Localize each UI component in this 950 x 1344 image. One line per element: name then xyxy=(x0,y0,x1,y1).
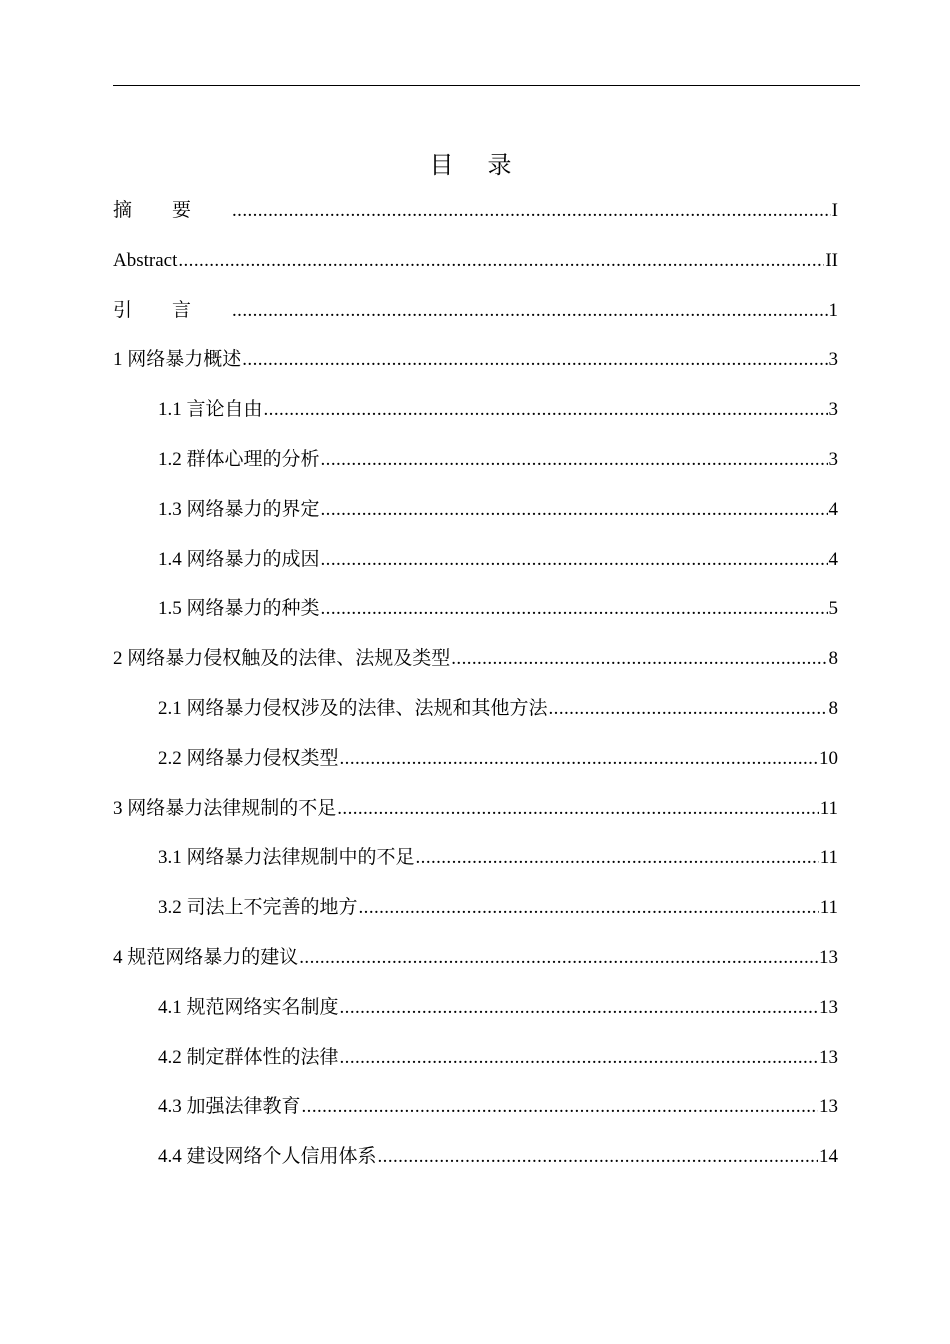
toc-entry-page: 11 xyxy=(819,797,838,819)
toc-leader-dots xyxy=(242,346,827,374)
toc-entry-text: 4 规范网络暴力的建议 xyxy=(113,946,299,968)
toc-list xyxy=(113,197,838,1193)
toc-leader-dots xyxy=(340,1044,818,1072)
toc-leader-dots xyxy=(340,994,818,1022)
toc-entry-text: 2.1 网络暴力侵权涉及的法律、法规和其他方法 xyxy=(158,697,548,719)
toc-leader-dots xyxy=(359,894,819,922)
toc-leader-dots xyxy=(378,1143,818,1171)
toc-entry-page: 10 xyxy=(819,747,838,769)
toc-entry-text: 3.2 司法上不完善的地方 xyxy=(158,897,358,919)
toc-entry-text: 4.3 加强法律教育 xyxy=(158,1096,301,1118)
toc-entry[interactable] xyxy=(113,595,838,645)
toc-entry[interactable] xyxy=(113,795,838,845)
header-rule xyxy=(113,85,860,86)
toc-entry[interactable] xyxy=(113,1044,838,1094)
toc-entry-text: 1.1 言论自由 xyxy=(158,399,263,421)
toc-entry[interactable] xyxy=(113,695,838,745)
toc-leader-dots xyxy=(549,695,828,723)
toc-entry-page: 14 xyxy=(819,1146,838,1168)
toc-entry-page: 3 xyxy=(828,399,838,421)
toc-leader-dots xyxy=(337,795,818,823)
toc-leader-dots xyxy=(416,844,819,872)
toc-entry[interactable] xyxy=(113,844,838,894)
toc-entry-page: 1 xyxy=(828,299,838,321)
toc-leader-dots xyxy=(232,197,831,225)
toc-entry[interactable] xyxy=(113,894,838,944)
toc-entry-text: 1.3 网络暴力的界定 xyxy=(158,498,320,520)
toc-entry-page: I xyxy=(831,200,838,221)
toc-entry-text: 1 网络暴力概述 xyxy=(113,349,242,371)
toc-entry[interactable] xyxy=(113,546,838,596)
toc-entry[interactable] xyxy=(113,994,838,1044)
toc-leader-dots xyxy=(321,446,828,474)
toc-entry-page: 4 xyxy=(828,498,838,520)
toc-entry-page: 13 xyxy=(819,946,838,968)
toc-entry-page: 13 xyxy=(819,996,838,1018)
toc-entry-text: 引言 xyxy=(113,299,232,321)
toc-leader-dots xyxy=(178,247,824,275)
toc-entry-text: 3.1 网络暴力法律规制中的不足 xyxy=(158,847,415,869)
toc-entry-text: 1.5 网络暴力的种类 xyxy=(158,598,320,620)
toc-entry-text: 1.2 群体心理的分析 xyxy=(158,448,320,470)
toc-entry-text: 4.2 制定群体性的法律 xyxy=(158,1046,339,1068)
toc-entry[interactable] xyxy=(113,496,838,546)
toc-title: 目录 xyxy=(429,151,546,179)
toc-leader-dots xyxy=(299,944,818,972)
toc-entry-text: Abstract xyxy=(113,249,178,271)
toc-entry-page: 3 xyxy=(828,349,838,371)
toc-entry-text: 3 网络暴力法律规制的不足 xyxy=(113,797,337,819)
toc-entry[interactable] xyxy=(113,645,838,695)
toc-entry-page: 5 xyxy=(828,598,838,620)
toc-leader-dots xyxy=(264,396,828,424)
toc-entry-text: 2 网络暴力侵权触及的法律、法规及类型 xyxy=(113,648,451,670)
toc-entry-page: 11 xyxy=(819,847,838,869)
toc-leader-dots xyxy=(340,745,818,773)
toc-leader-dots xyxy=(232,297,827,325)
toc-entry-text: 摘要 xyxy=(113,200,232,221)
toc-leader-dots xyxy=(321,546,828,574)
toc-entry-page: 8 xyxy=(828,648,838,670)
toc-entry-page: 4 xyxy=(828,548,838,570)
toc-entry[interactable] xyxy=(113,297,838,347)
toc-leader-dots xyxy=(321,496,828,524)
toc-entry[interactable] xyxy=(113,247,838,297)
toc-entry-page: 3 xyxy=(828,448,838,470)
toc-entry[interactable] xyxy=(113,1143,838,1193)
toc-entry-page: 8 xyxy=(828,697,838,719)
toc-entry-page: 13 xyxy=(819,1096,838,1118)
toc-leader-dots xyxy=(302,1093,818,1121)
toc-entry[interactable] xyxy=(113,1093,838,1143)
toc-entry[interactable] xyxy=(113,446,838,496)
toc-entry[interactable] xyxy=(113,346,838,396)
toc-entry-page: II xyxy=(825,249,838,271)
toc-entry[interactable] xyxy=(113,396,838,446)
toc-leader-dots xyxy=(451,645,827,673)
toc-entry-text: 4.1 规范网络实名制度 xyxy=(158,996,339,1018)
toc-entry[interactable] xyxy=(113,197,838,247)
toc-entry-text: 2.2 网络暴力侵权类型 xyxy=(158,747,339,769)
toc-leader-dots xyxy=(321,595,828,623)
toc-entry-page: 13 xyxy=(819,1046,838,1068)
toc-entry[interactable] xyxy=(113,745,838,795)
toc-entry-text: 4.4 建设网络个人信用体系 xyxy=(158,1146,377,1168)
toc-entry-page: 11 xyxy=(819,897,838,919)
toc-entry-text: 1.4 网络暴力的成因 xyxy=(158,548,320,570)
toc-entry[interactable] xyxy=(113,944,838,994)
